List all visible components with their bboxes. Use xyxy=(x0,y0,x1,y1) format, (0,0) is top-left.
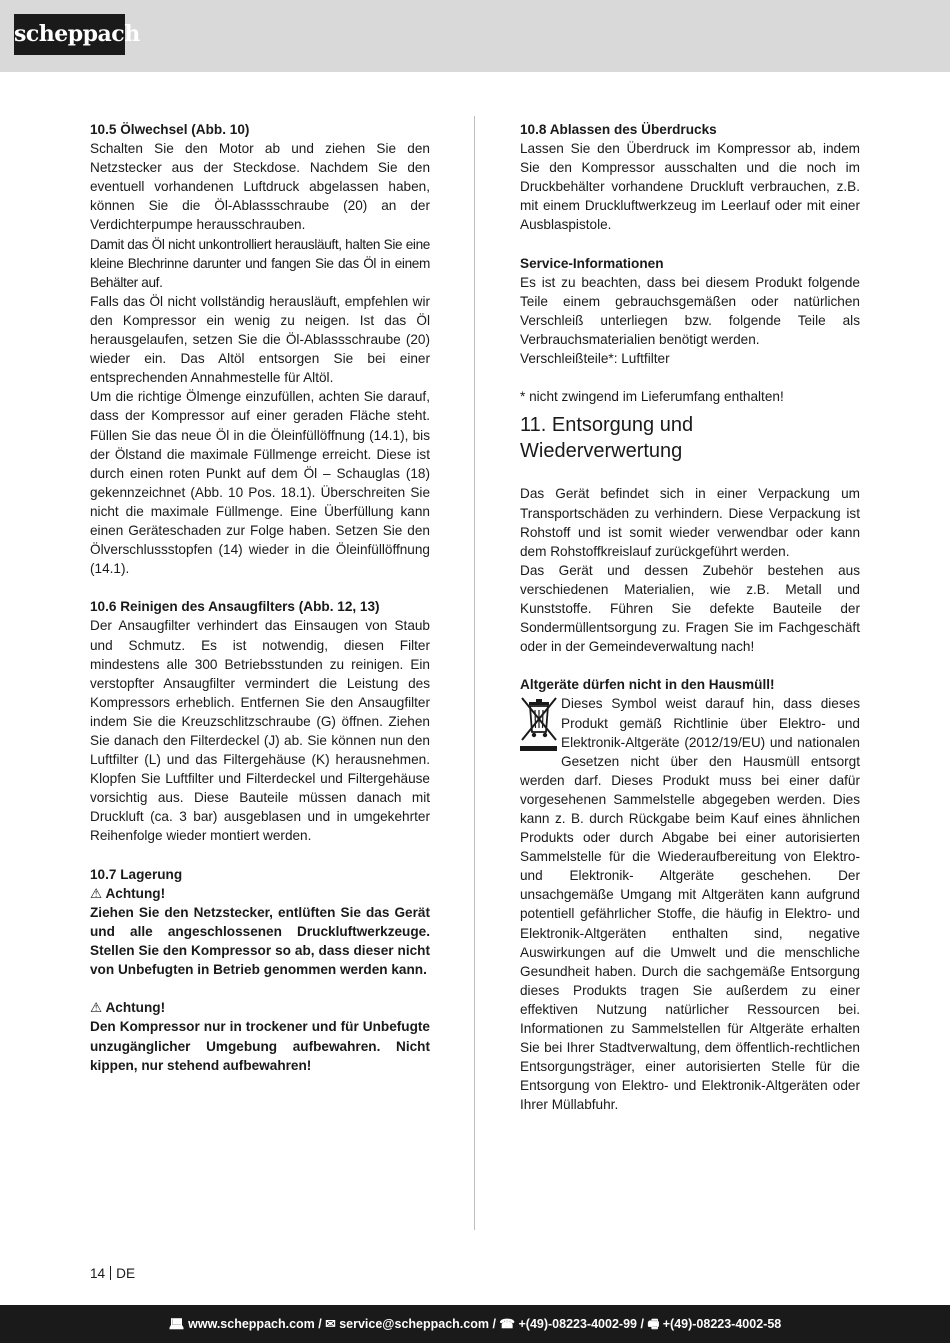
section-11-paragraph-1: Das Gerät befindet sich in einer Verpackung um Transportschäden zu verhindern. Diese Verpackung ist Rohstoff und ist somit wieder verwendbar oder kann dem Rohstoffkreislauf zurückgeführt werden. xyxy=(520,486,860,559)
service-info-wear-parts: Verschleißteile*: Luftfilter xyxy=(520,351,670,367)
crossed-out-wheelie-bin-icon xyxy=(520,696,558,754)
page-language: DE xyxy=(116,1266,136,1281)
service-info-footnote: * nicht zwingend im Lieferumfang enthalten! xyxy=(520,389,784,405)
fax-icon: 🖷 xyxy=(647,1317,660,1331)
footer-website-link[interactable]: www.scheppach.com xyxy=(188,1317,315,1331)
section-10-5-title: 10.5 Ölwechsel (Abb. 10) xyxy=(90,122,250,137)
warning-label: Achtung! xyxy=(105,885,166,901)
telephone-icon: ☎ xyxy=(499,1317,515,1331)
warning-heading-1 xyxy=(90,884,430,903)
footer-separator: / xyxy=(640,1317,644,1331)
section-10-5-paragraph-1: Schalten Sie den Motor ab und ziehen Sie den Netzstecker aus der Steckdose. Nachdem Sie den eventuell vorhandenen Luftdruck abgelassen haben, können Sie die Öl-Ablassschraube (20) an der Verdichterpumpe herausschrauben. xyxy=(90,141,430,233)
page-number-separator xyxy=(110,1266,111,1280)
warning-triangle-icon: ⚠ xyxy=(90,885,103,901)
footer-phone: +(49)-08223-4002-99 xyxy=(518,1317,637,1331)
altgeraete-paragraph-1: Dieses Symbol weist darauf hin, dass dieses Produkt gemäß Richtlinie über Elektro- und Elektronik-Altgeräte (2012/19/EU) und nationalen Gesetzen nicht über den Hausmüll entsorgt werden darf. Dieses Produkt muss bei einer dafür vorgesehenen Sammelstelle abgegeben werden. Dies kann z. B. durch Rückgabe beim Kauf eines ähnlichen Produkts oder durch Abgabe bei einer autorisierten Sammelstelle für die Wiederaufbereitung von Elektro- und Elektronik- Altgeräte geschehen. Der unsachgemäße Umgang mit Altgeräten kann aufgrund potentiell gefährlicher Stoffe, die häufig in Elektro- und Elektronik-Altgeräten enthalten sind, negative Auswirkungen auf die Umwelt und die menschliche Gesundheit haben. Durch die sachgemäße Entsorgung dieses Produkts tragen Sie außerdem zu einer effektiven Nutzung natürlicher Ressourcen bei. Informationen zu Sammelstellen für Altgeräte erhalten Sie bei Ihrer Stadtverwaltung, dem öffentlich-rechtlichen Entsorgungsträger, einer autorisierten Stelle für die Entsorgung von Elektro- und Elektronik-Altgeräten oder Ihrer Müllabfuhr. xyxy=(520,696,860,1113)
page-number-value: 14 xyxy=(90,1266,106,1281)
footer-separator: / xyxy=(318,1317,322,1331)
section-10-5-paragraph-4: Um die richtige Ölmenge einzufüllen, achten Sie darauf, dass der Kompressor auf einer geraden Fläche steht. Füllen Sie das neue Öl in die Öleinfüllöffnung (14.1), bis der Ölstand die maximale Füllmenge erreicht. Diese ist durch einen roten Punkt auf dem Öl – Schauglas (18) gekennzeichnet (Abb. 10 Pos. 18.1). Überschreiten Sie nicht die maximale Füllmenge. Eine Überfüllung kann einen Geräteschaden zur Folge haben. Setzen Sie den Ölverschlussstopfen (14) wieder in die Öleinfüllöffnung (14.1). xyxy=(90,389,430,577)
section-10-8-paragraph-1: Lassen Sie den Überdruck im Kompressor ab, indem Sie den Kompressor ausschalten und die noch im Druckbehälter vorhandene Druckluft verbrauchen, z.B. mit einem Druckluftwerkzeug im Leerlauf oder mit einer Ausblaspistole. xyxy=(520,141,860,233)
section-10-5-paragraph-2: Damit das Öl nicht unkontrolliert herausläuft, halten Sie eine kleine Blechrinne darunter und fangen Sie das Öl in einem Behälter auf. xyxy=(90,236,430,290)
weee-block xyxy=(520,694,860,1114)
header-band xyxy=(0,0,950,72)
service-info-title: Service-Informationen xyxy=(520,255,664,271)
section-10-8-title: 10.8 Ablassen des Überdrucks xyxy=(520,122,717,137)
page-number xyxy=(90,1264,135,1283)
section-10-5-paragraph-3: Falls das Öl nicht vollständig herausläuft, empfehlen wir den Kompressor ein wenig zu neigen. Ist das Öl herausgelaufen, setzen Sie die Öl-Ablassschraube (20) wieder ein. Das Altöl entsorgen Sie bei einer entsprechenden Annahmestelle für Altöl. xyxy=(90,293,430,386)
right-column xyxy=(520,120,860,1115)
footer-email-link[interactable]: service@scheppach.com xyxy=(339,1317,489,1331)
service-info-paragraph-1: Es ist zu beachten, dass bei diesem Produkt folgende Teile einem gebrauchsgemäßen oder natürlichen Verschleiß unterliegen bzw. folgende Teile als Verbrauchsmaterialien benötigt werden. xyxy=(520,274,860,348)
column-divider xyxy=(474,116,475,1230)
warning-triangle-icon: ⚠ xyxy=(90,1000,103,1016)
section-11-title: 11. Entsorgung und Wiederverwertung xyxy=(520,414,694,463)
altgeraete-title: Altgeräte dürfen nicht in den Hausmüll! xyxy=(520,677,775,693)
computer-icon: 💻︎ xyxy=(168,1317,185,1331)
storage-warning-2: Den Kompressor nur in trockener und für Unbefugte unzugänglicher Umgebung aufbewahren. Nicht kippen, nur stehend aufbewahren! xyxy=(90,1019,430,1073)
section-11-paragraph-2: Das Gerät und dessen Zubehör bestehen aus verschiedenen Materialien, wie z.B. Metall und Kunststoffe. Führen Sie defekte Bauteile der Sondermüllentsorgung zu. Fragen Sie im Fachgeschäft oder in der Gemeindeverwaltung nach! xyxy=(520,562,860,655)
storage-warning-1: Ziehen Sie den Netzstecker, entlüften Sie das Gerät und alle angeschlossenen Druckluftwerkzeuge. Stellen Sie den Kompressor so ab, dass dieser nicht von Unbefugten in Betrieb genommen werden kann. xyxy=(90,904,430,978)
scheppach-logo: scheppach xyxy=(14,14,125,55)
left-column xyxy=(90,120,430,1075)
section-10-6-title: 10.6 Reinigen des Ansaugfilters (Abb. 12, 13) xyxy=(90,599,380,615)
footer-contact-line xyxy=(0,1305,950,1343)
footer-fax: +(49)-08223-4002-58 xyxy=(662,1317,782,1331)
warning-label: Achtung! xyxy=(105,1000,166,1016)
section-10-7-title: 10.7 Lagerung xyxy=(90,866,183,882)
warning-heading-2 xyxy=(90,998,430,1017)
footer-band xyxy=(0,1305,950,1343)
footer-separator: / xyxy=(492,1317,496,1331)
section-10-6-paragraph-1: Der Ansaugfilter verhindert das Einsaugen von Staub und Schmutz. Es ist notwendig, diesen Filter mindestens alle 300 Betriebsstunden zu reinigen. Ein verstopfter Ansaugfilter vermindert die Leistung des Kompressors erheblich. Entfernen Sie den Ansaugfilter indem Sie die Kreuzschlitzschraube (G) öffnen. Ziehen Sie danach den Filterdeckel (J) ab. Sie können nun den Luftfilter (L) und das Filtergehäuse (K) herausnehmen. Klopfen Sie Luftfilter und Filterdeckel und Filtergehäuse vorsichtig aus. Diese Bauteile müssen danach mit Druckluft (ca. 3 bar) ausgeblasen und in umgekehrter Reihenfolge wieder montiert werden. xyxy=(90,618,430,844)
envelope-icon: ✉ xyxy=(325,1317,336,1331)
